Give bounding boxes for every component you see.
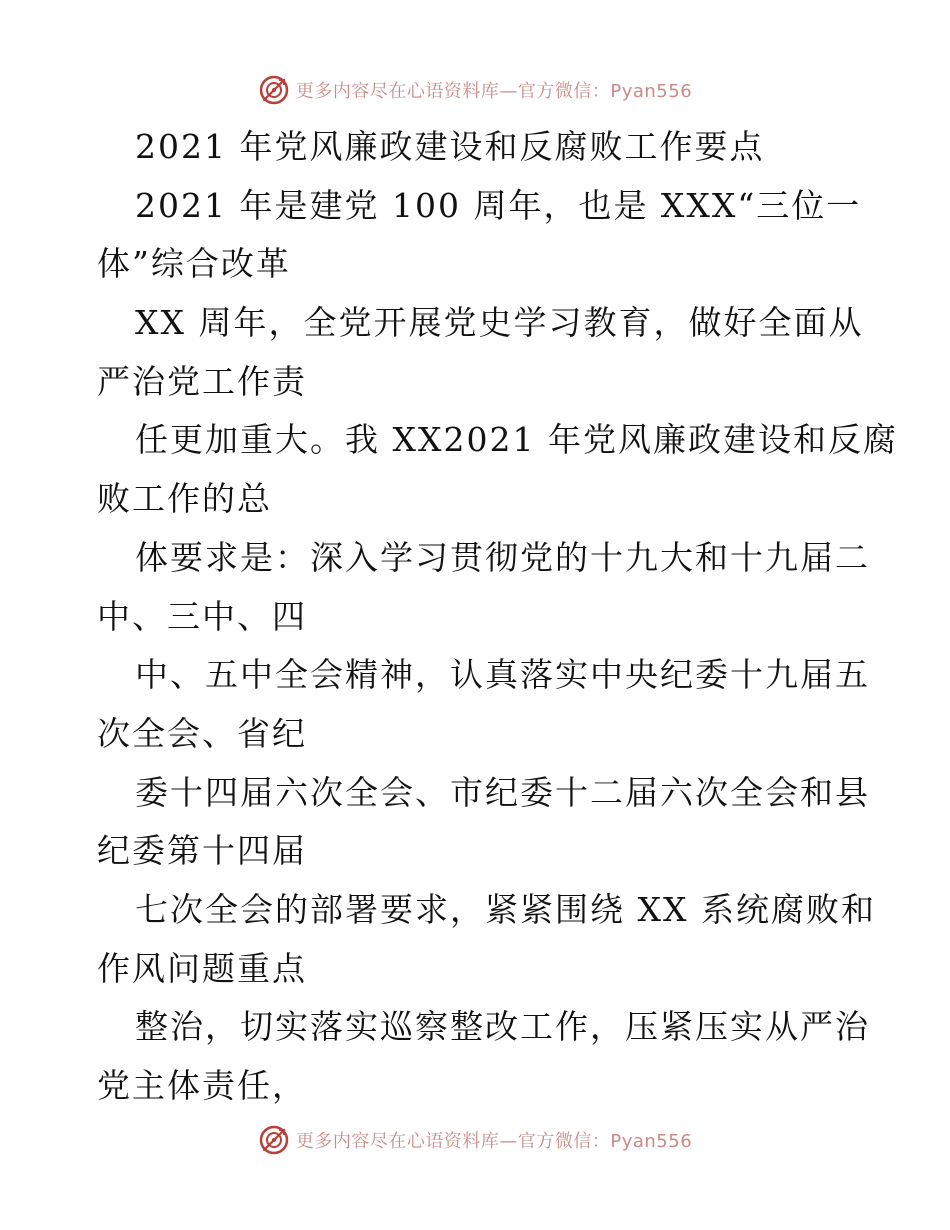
paragraph-line: 党主体责任， <box>97 1066 307 1105</box>
document-body <box>97 118 898 1116</box>
header-banner-text: 更多内容尽在心语资料库—官方微信：Pyan556 <box>295 81 693 102</box>
paragraph-line: 七次全会的部署要求，紧紧围绕 XX 系统腐败和 <box>135 889 876 929</box>
header-banner-content <box>258 74 692 106</box>
header-banner <box>0 70 950 110</box>
paragraph-line: XX 周年，全党开展党史学习教育，做好全面从 <box>135 303 864 343</box>
paragraph-line: 严治党工作责 <box>97 361 307 401</box>
paragraph-line: 整治，切实落实巡察整改工作，压紧压实从严治 <box>135 1007 870 1047</box>
document-title: 2021 年党风廉政建设和反腐败工作要点 <box>135 127 765 166</box>
paragraph-line: 纪委第十四届 <box>97 831 307 871</box>
paragraph-line: 任更加重大。我 XX2021 年党风廉政建设和反腐 <box>135 420 898 460</box>
paragraph-line: 委十四届六次全会、市纪委十二届六次全会和县 <box>135 772 870 812</box>
logo-icon <box>258 1124 290 1156</box>
logo-icon <box>258 74 290 106</box>
footer-banner <box>0 1120 950 1160</box>
paragraph-line: 败工作的总 <box>97 479 272 519</box>
footer-banner-text: 更多内容尽在心语资料库—官方微信：Pyan556 <box>295 1131 693 1152</box>
paragraph-line: 次全会、省纪 <box>97 713 307 753</box>
paragraph-line: 体”综合改革 <box>97 244 291 284</box>
paragraph-line: 体要求是：深入学习贯彻党的十九大和十九届二 <box>135 537 870 577</box>
footer-banner-content <box>258 1124 692 1156</box>
paragraph-line: 2021 年是建党 100 周年，也是 XXX“三位一 <box>135 185 862 225</box>
paragraph-line: 中、三中、四 <box>97 596 307 636</box>
paragraph-line: 中、五中全会精神，认真落实中央纪委十九届五 <box>135 655 870 695</box>
paragraph-line: 作风问题重点 <box>97 948 307 988</box>
